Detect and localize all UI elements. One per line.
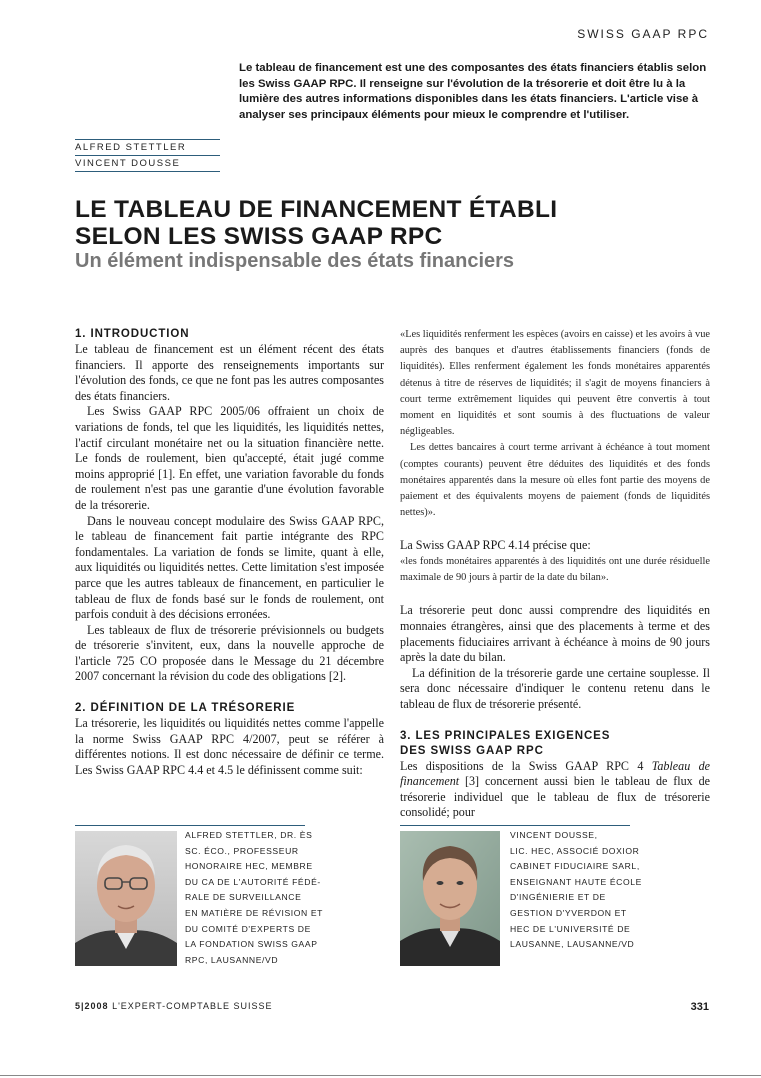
section-3-paragraph-1: Les dispositions de la Swiss GAAP RPC 4 Tableau de financement [3] concernent aussi bien le tableau de flux de trésorerie individuel que le tableau de flux de trésorerie consolidé; pour [400,758,711,820]
section-2-body [75,716,384,778]
rpc-414-quote: «les fonds monétaires apparentés à des liquidités ont une durée résiduelle maximale de 90 jours à partir de la date du bilan». [400,556,710,584]
footer-journal-name: L'EXPERT-COMPTABLE SUISSE [112,1001,273,1011]
section-2-heading: 2. DÉFINITION DE LA TRÉSORERIE [75,702,296,715]
running-header: SWISS GAAP RPC [577,27,709,41]
bio-rule-dousse [400,825,630,826]
section-1-heading: 1. INTRODUCTION [75,328,190,340]
quote-paragraph-1: «Les liquidités renferment les espèces (avoirs en caisse) et les avoirs à vue auprès des banques et d'autres établissements financiers (fonds de liquidités). Elles renferment également les fonds monétaires apparentés détenus à titre de réserves de liquidités; il s'agit de moyens financiers à court terme extrêmement liquides qui peuvent être convertis à tout moment en liquidités et sont soumis à des fluctuations de valeur négligeables. [400,329,710,438]
section-1-paragraph-2: Les Swiss GAAP RPC 2005/06 offraient un choix de variations de fonds, tel que les liquidités, les liquidités nettes, l'actif circulant monétaire net ou la situation financière nette. Le fonds de roulement, bien qu'accepté, était jugé comme moins approprié [1]. En effet, une variation favorable du fonds de roulement n'est pas une garantie d'une évolution favorable de la trésorerie. [75,404,384,512]
treasury-paragraph-2: La définition de la trésorerie garde une certaine souplesse. Il sera donc nécessaire d'indiquer le contenu retenu dans le tableau de flux de trésorerie présenté. [400,665,710,711]
article-subtitle: Un élément indispensable des états financiers [75,250,515,272]
section-1-paragraph-3: Dans le nouveau concept modulaire des Swiss GAAP RPC, le tableau de financement fait partie intégrante des RPC fondamentales. La variation de fonds se limite, quant à elle, aux liquidités ou liquidités nettes. Cette limitation s'est imposée parce que les autres tableaux de financement, en particulier le tableau de flux de fonds basé sur le fonds de roulement, ont parfois conduit à des décisions erronées. [75,513,384,622]
treasury-body [400,603,710,712]
footer-journal [75,1001,273,1011]
quote-paragraph-2: Les dettes bancaires à court terme arrivant à échéance à tout moment (comptes courants) peuvent être déduites des liquidités et des fonds monétaires apparentés dans la mesure où elles font partie des moyens de paiement et des équivalents moyens de paiement (fonds de liquidités nettes)». [400,442,710,519]
portrait-dousse-image [400,831,500,966]
section-1-paragraph-4: Les tableaux de flux de trésorerie prévisionnels ou budgets de trésorerie s'invitent, eux, dans la nouvelle approche de l'article 725 CO proposée dans le Message du 21 décembre 2007 concernant la révision du code des obligations [2]. [75,622,384,684]
rpc-414-intro: La Swiss GAAP RPC 4.14 précise que: [400,538,591,553]
author-rule-bottom [75,171,220,172]
bottom-rule [0,1075,761,1076]
author-rule-top [75,139,220,140]
section-1-paragraph-1: Le tableau de financement est un élément récent des états financiers. Il apporte des renseignements importants sur l'évolution des fonds, ce que ne font pas les autres composantes des états financiers. [75,342,384,403]
section-1-body [75,342,384,685]
author-photo-dousse [400,831,500,966]
treasury-paragraph-1: La trésorerie peut donc aussi comprendre des liquidités en monnaies étrangères, ainsi que des placements à terme et des placements fiduciaires arrivant à échéance à moins de 90 jours après la date du bilan. [400,603,710,665]
section-2-paragraph-1: La trésorerie, les liquidités ou liquidités nettes comme l'appelle la norme Swiss GAAP RPC 4/2007, peut se référer à différentes notions. Il est donc nécessaire de définir ce terme. Les Swiss GAAP RPC 4.4 et 4.5 le définissent comme suit: [75,716,384,777]
title-line-2: SELON LES SWISS GAAP RPC [75,223,443,250]
author-name-stettler: ALFRED STETTLER [75,142,187,153]
author-rule-middle [75,155,220,156]
section-3-heading-line-2: DES SWISS GAAP RPC [400,744,544,757]
lead-paragraph: Le tableau de financement est une des composantes des états financiers établis selon les Swiss GAAP RPC. Il renseigne sur l'évolution de la trésorerie et doit être lu à la lumière des autres informations disponibles dans les états financiers. L'article vise à analyser ses principaux éléments pour mieux le comprendre et l'utiliser. [239,62,707,121]
footer-issue: 5|2008 [75,1001,109,1011]
right-column [400,327,710,821]
author-name-dousse: VINCENT DOUSSE [75,158,181,169]
article-title [75,196,715,250]
portrait-stettler-image [75,831,177,966]
bio-rule-stettler [75,825,305,826]
author-photo-stettler [75,831,177,966]
section-3-body [400,759,710,821]
left-column [75,327,384,778]
definition-quote [400,327,710,521]
bio-dousse: VINCENT DOUSSE, LIC. HEC, ASSOCIÉ DOXIOR CABINET FIDUCIAIRE SARL, ENSEIGNANT HAUTE ÉCOLE D'INGÉNIERIE ET DE GESTION D'YVERDON ET HEC DE L'UNIVERSITÉ DE LAUSANNE, LAUSANNE/VD [510,830,642,950]
page-number: 331 [690,1001,709,1013]
title-line-1: LE TABLEAU DE FINANCEMENT ÉTABLI [75,196,558,223]
section-3-heading [400,729,710,759]
section-3-italic-title: Tableau de financement [400,758,711,789]
bio-stettler: ALFRED STETTLER, DR. ÈS SC. ÉCO., PROFESSEUR HONORAIRE HEC, MEMBRE DU CA DE L'AUTORITÉ FÉDÉ- RALE DE SURVEILLANCE EN MATIÈRE DE RÉVISION ET DU COMITÉ D'EXPERTS DE LA FONDATION SWISS GAAP RPC, LAUSANNE/VD [185,830,324,965]
section-3-heading-line-1: 3. LES PRINCIPALES EXIGENCES [400,729,611,742]
